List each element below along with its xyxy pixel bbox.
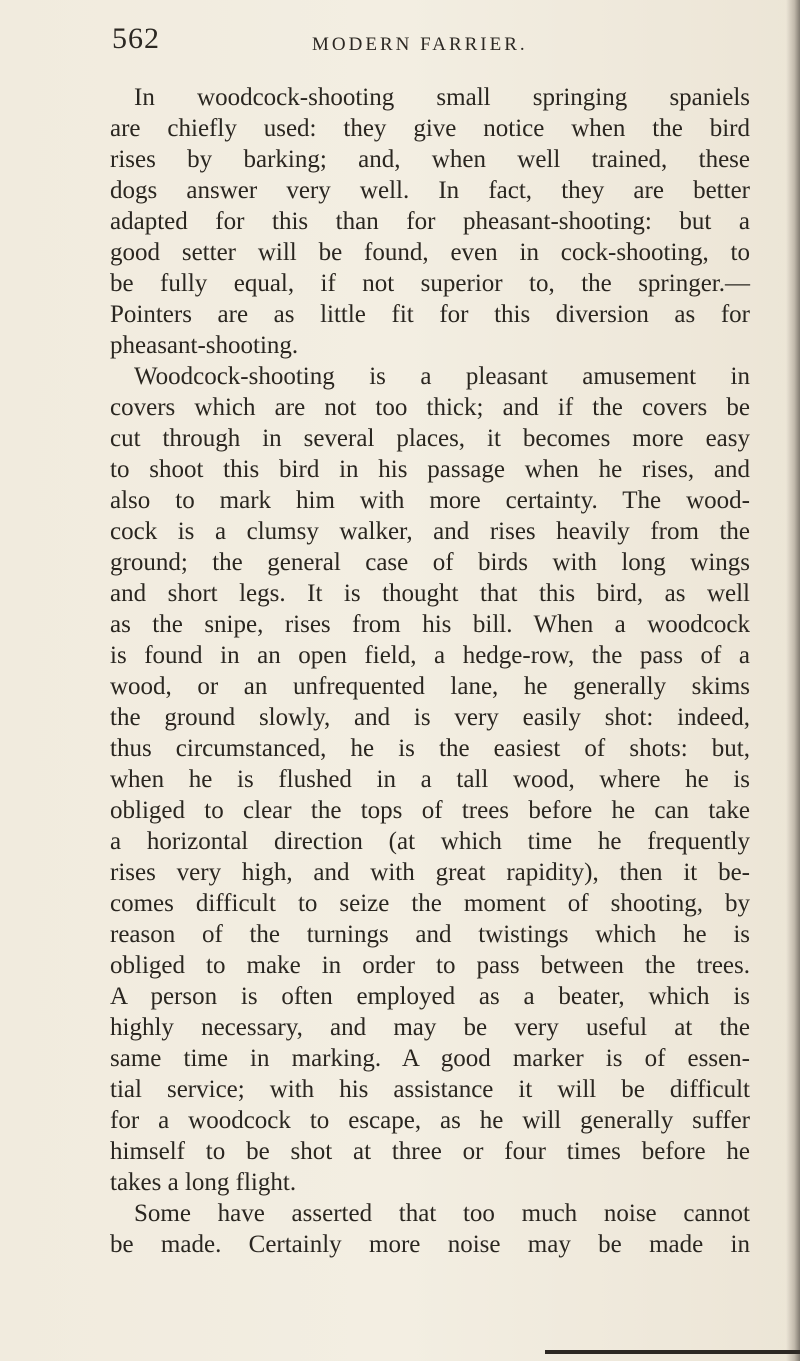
page-number: 562 — [112, 22, 160, 55]
text-line: as the snipe, rises from his bill. When a woodcock — [110, 611, 750, 638]
text-line: the ground slowly, and is very easily shot: indeed, — [110, 704, 750, 731]
text-line: good setter will be found, even in cock-shooting, to — [110, 239, 750, 266]
text-line: tial service; with his assistance it will be difficult — [110, 1076, 750, 1103]
text-line: also to mark him with more certainty. The wood- — [110, 487, 750, 514]
text-line: In woodcock-shooting small springing spaniels — [134, 84, 750, 111]
text-line: thus circumstanced, he is the easiest of shots: but, — [110, 735, 750, 762]
text-line: highly necessary, and may be very useful at the — [110, 1014, 750, 1041]
text-line: are chiefly used: they give notice when the bird — [110, 115, 750, 142]
text-line: himself to be shot at three or four times before he — [110, 1138, 750, 1165]
text-line: rises very high, and with great rapidity), then it be- — [110, 859, 750, 886]
text-line: obliged to clear the tops of trees before he can take — [110, 797, 750, 824]
text-line: Some have asserted that too much noise cannot — [134, 1200, 750, 1227]
text-line: obliged to make in order to pass between the trees. — [110, 952, 750, 979]
text-line: rises by barking; and, when well trained, these — [110, 146, 750, 173]
text-line: be fully equal, if not superior to, the springer.— — [110, 270, 750, 297]
text-line: for a woodcock to escape, as he will generally suffer — [110, 1107, 750, 1134]
text-line: to shoot this bird in his passage when he rises, and — [110, 456, 750, 483]
text-line: dogs answer very well. In fact, they are better — [110, 177, 750, 204]
text-line: when he is flushed in a tall wood, where he is — [110, 766, 750, 793]
page-header — [112, 22, 592, 62]
text-line: same time in marking. A good marker is of essen- — [110, 1045, 750, 1072]
text-line: covers which are not too thick; and if the covers be — [110, 394, 750, 421]
text-line: reason of the turnings and twistings which he is — [110, 921, 750, 948]
text-line: and short legs. It is thought that this bird, as well — [110, 580, 750, 607]
body-text — [110, 82, 750, 1260]
text-line: Woodcock-shooting is a pleasant amusement in — [134, 363, 750, 390]
text-line: A person is often employed as a beater, which is — [110, 983, 750, 1010]
text-line: Pointers are as little fit for this diversion as for — [110, 301, 750, 328]
page-edge-shadow — [786, 0, 800, 1361]
text-line: a horizontal direction (at which time he frequently — [110, 828, 750, 855]
text-line: ground; the general case of birds with long wings — [110, 549, 750, 576]
text-line: wood, or an unfrequented lane, he generally skims — [110, 673, 750, 700]
text-line: is found in an open field, a hedge-row, the pass of a — [110, 642, 750, 669]
text-line: adapted for this than for pheasant-shooting: but a — [110, 208, 750, 235]
text-line: pheasant-shooting. — [110, 332, 299, 359]
running-head: MODERN FARRIER. — [312, 34, 528, 55]
text-line: cut through in several places, it becomes more easy — [110, 425, 750, 452]
text-line: comes difficult to seize the moment of shooting, by — [110, 890, 750, 917]
text-line: cock is a clumsy walker, and rises heavily from the — [110, 518, 750, 545]
text-line: be made. Certainly more noise may be made in — [110, 1231, 750, 1258]
page-bottom-edge — [545, 1350, 800, 1354]
text-line: takes a long flight. — [110, 1169, 297, 1196]
